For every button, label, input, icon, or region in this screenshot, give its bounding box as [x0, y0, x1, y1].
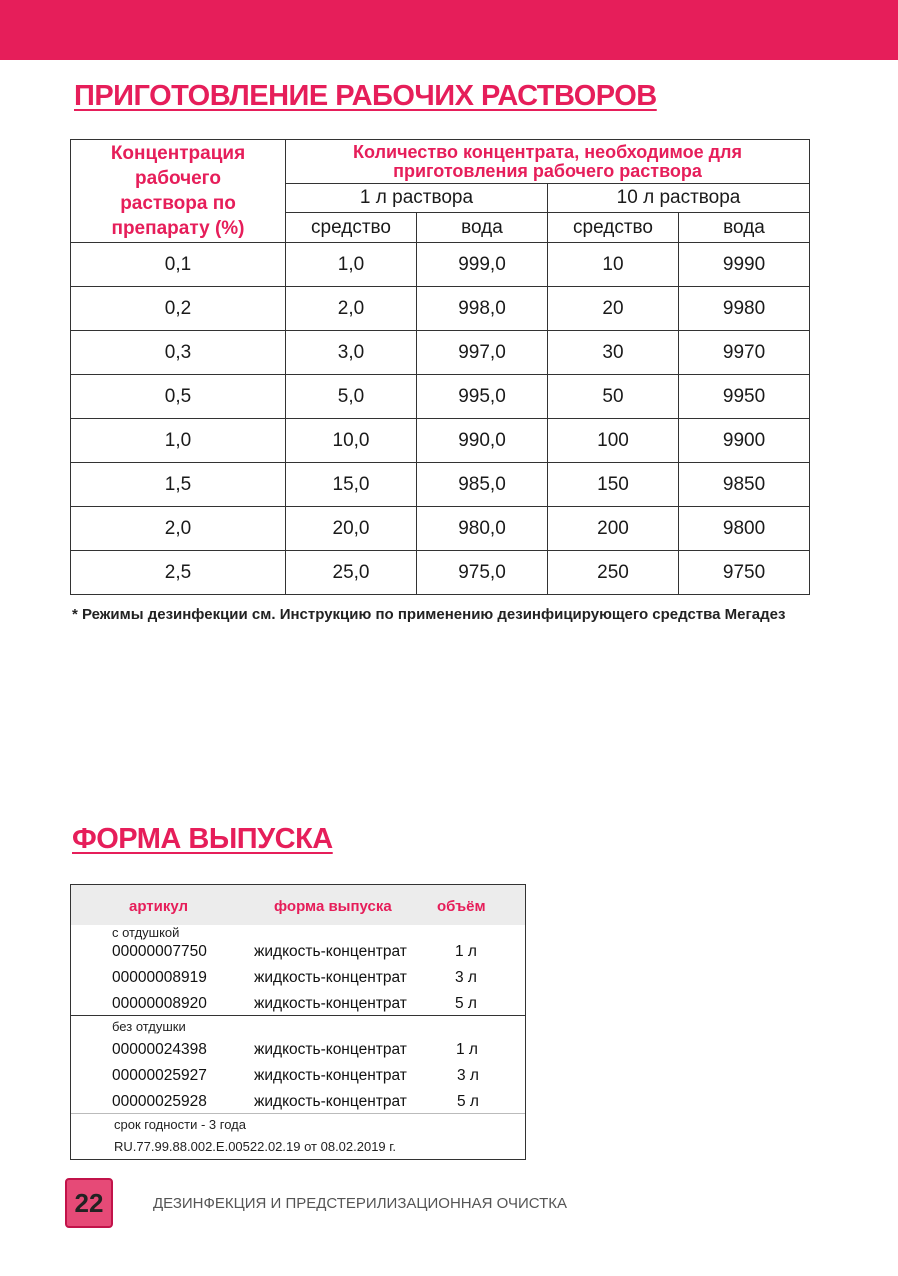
group-label-scented: с отдушкой [112, 925, 180, 940]
volume-10l-header: 10 л раствора [548, 184, 810, 213]
concentration-header: Концентрация рабочего раствора по препарату (%) [71, 140, 286, 243]
article-cell: 00000007750 [112, 943, 207, 960]
agent-1l-cell: 25,0 [286, 551, 417, 595]
solutions-table [70, 139, 810, 595]
agent-10l-cell: 20 [548, 287, 679, 331]
volume-cell: 3 л [455, 969, 477, 986]
table-row [71, 507, 810, 551]
agent-10l-cell: 250 [548, 551, 679, 595]
water-1l-cell: 997,0 [417, 331, 548, 375]
form-cell: жидкость-концентрат [254, 969, 407, 986]
volume-cell: 5 л [457, 1093, 479, 1110]
table-row [71, 419, 810, 463]
release-section-title: ФОРМА ВЫПУСКА [72, 823, 333, 855]
water-10l-cell: 9980 [679, 287, 810, 331]
amount-group-header: Количество концентрата, необходимое для приготовления рабочего раствора [286, 140, 810, 184]
water-10l-cell: 9850 [679, 463, 810, 507]
agent-10l-header: средство [548, 213, 679, 243]
water-1l-cell: 990,0 [417, 419, 548, 463]
table-row [71, 331, 810, 375]
volume-header: объём [437, 898, 486, 915]
agent-1l-cell: 5,0 [286, 375, 417, 419]
meta-divider [71, 1113, 525, 1114]
water-1l-header: вода [417, 213, 548, 243]
agent-1l-cell: 15,0 [286, 463, 417, 507]
concentration-cell: 0,1 [71, 243, 286, 287]
concentration-cell: 0,3 [71, 331, 286, 375]
solutions-section-title: ПРИГОТОВЛЕНИЕ РАБОЧИХ РАСТВОРОВ [74, 80, 657, 112]
concentration-cell: 1,5 [71, 463, 286, 507]
release-table [70, 884, 526, 1160]
water-10l-cell: 9990 [679, 243, 810, 287]
water-10l-cell: 9800 [679, 507, 810, 551]
agent-10l-cell: 150 [548, 463, 679, 507]
page-number-badge: 22 [65, 1178, 113, 1228]
table-row [71, 463, 810, 507]
agent-1l-cell: 20,0 [286, 507, 417, 551]
form-cell: жидкость-концентрат [254, 1093, 407, 1110]
agent-1l-cell: 2,0 [286, 287, 417, 331]
group-label-unscented: без отдушки [112, 1019, 186, 1034]
water-1l-cell: 995,0 [417, 375, 548, 419]
volume-cell: 1 л [456, 1041, 478, 1058]
table-row [71, 375, 810, 419]
agent-1l-header: средство [286, 213, 417, 243]
article-cell: 00000008919 [112, 969, 207, 986]
agent-10l-cell: 100 [548, 419, 679, 463]
article-cell: 00000025927 [112, 1067, 207, 1084]
volume-cell: 3 л [457, 1067, 479, 1084]
concentration-cell: 1,0 [71, 419, 286, 463]
shelf-life: срок годности - 3 года [114, 1117, 246, 1132]
water-10l-cell: 9900 [679, 419, 810, 463]
agent-10l-cell: 30 [548, 331, 679, 375]
water-1l-cell: 999,0 [417, 243, 548, 287]
registration-number: RU.77.99.88.002.Е.00522.02.19 от 08.02.2019 г. [114, 1139, 397, 1154]
group-divider [71, 1015, 525, 1016]
water-10l-header: вода [679, 213, 810, 243]
water-1l-cell: 980,0 [417, 507, 548, 551]
agent-1l-cell: 3,0 [286, 331, 417, 375]
volume-1l-header: 1 л раствора [286, 184, 548, 213]
form-cell: жидкость-концентрат [254, 1041, 407, 1058]
water-1l-cell: 985,0 [417, 463, 548, 507]
form-cell: жидкость-концентрат [254, 995, 407, 1012]
table-row [71, 243, 810, 287]
release-table-header [71, 885, 525, 925]
form-cell: жидкость-концентрат [254, 943, 407, 960]
agent-10l-cell: 50 [548, 375, 679, 419]
article-header: артикул [129, 898, 189, 915]
water-10l-cell: 9970 [679, 331, 810, 375]
concentration-cell: 0,5 [71, 375, 286, 419]
article-cell: 00000025928 [112, 1093, 207, 1110]
agent-10l-cell: 200 [548, 507, 679, 551]
water-1l-cell: 998,0 [417, 287, 548, 331]
water-10l-cell: 9750 [679, 551, 810, 595]
agent-10l-cell: 10 [548, 243, 679, 287]
concentration-cell: 0,2 [71, 287, 286, 331]
volume-cell: 1 л [455, 943, 477, 960]
volume-cell: 5 л [455, 995, 477, 1012]
footer-section-name: ДЕЗИНФЕКЦИЯ И ПРЕДСТЕРИЛИЗАЦИОННАЯ ОЧИСТКА [153, 1195, 567, 1212]
concentration-cell: 2,0 [71, 507, 286, 551]
table-row [71, 287, 810, 331]
article-cell: 00000024398 [112, 1041, 207, 1058]
agent-1l-cell: 1,0 [286, 243, 417, 287]
top-header-bar [0, 0, 898, 60]
concentration-cell: 2,5 [71, 551, 286, 595]
form-header: форма выпуска [274, 898, 392, 915]
footnote: * Режимы дезинфекции см. Инструкцию по применению дезинфицирующего средства Мегадез [72, 606, 786, 623]
agent-1l-cell: 10,0 [286, 419, 417, 463]
water-1l-cell: 975,0 [417, 551, 548, 595]
article-cell: 00000008920 [112, 995, 207, 1012]
water-10l-cell: 9950 [679, 375, 810, 419]
form-cell: жидкость-концентрат [254, 1067, 407, 1084]
table-row [71, 551, 810, 595]
